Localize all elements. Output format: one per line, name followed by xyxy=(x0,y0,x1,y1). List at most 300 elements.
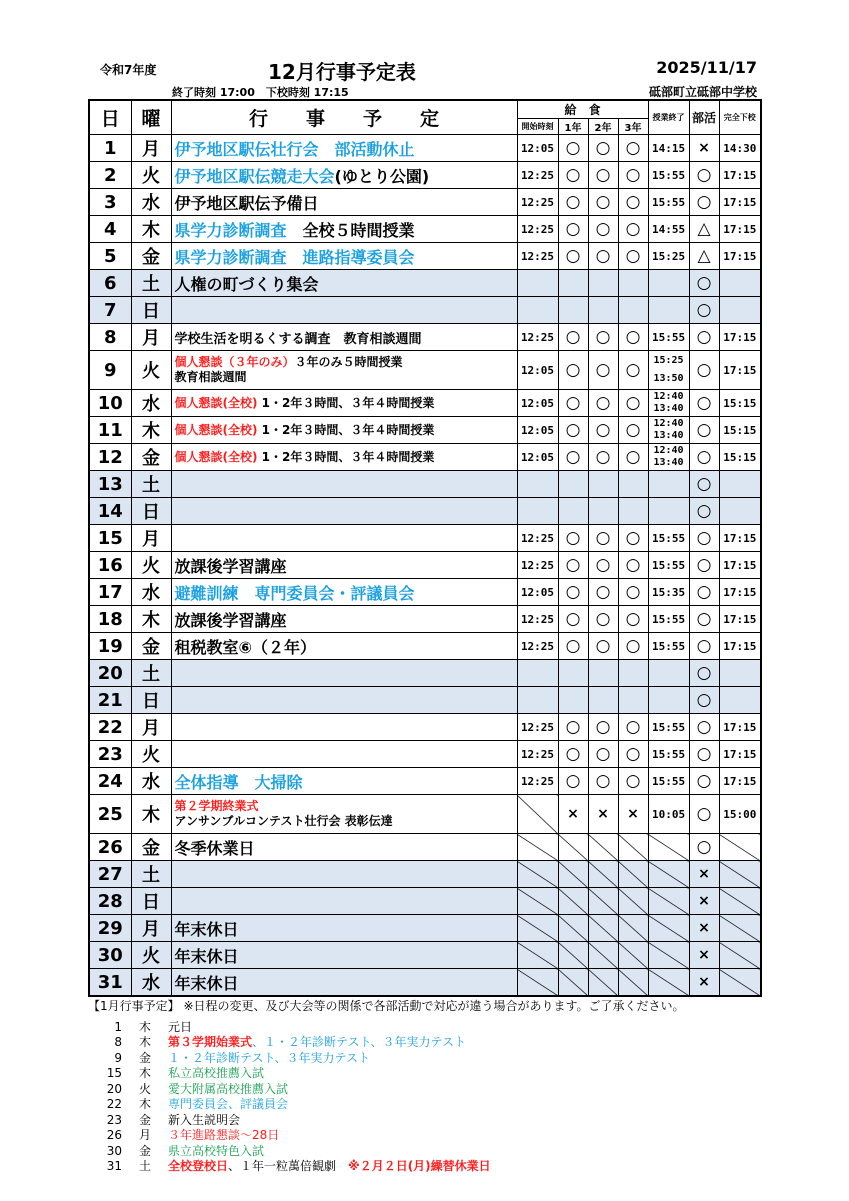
lunch-grade2: ○ xyxy=(588,216,618,243)
note-dow: 木 xyxy=(138,1019,151,1034)
lunch-grade2: ○ xyxy=(588,552,618,579)
class-end-time xyxy=(648,969,689,997)
club-activity: ○ xyxy=(689,270,719,297)
lunch-start-time xyxy=(517,471,558,498)
club-activity: ○ xyxy=(689,324,719,351)
dismiss-time: 17:15 xyxy=(719,741,761,768)
schedule-row xyxy=(89,768,761,795)
lunch-grade1 xyxy=(558,498,588,525)
class-end-time xyxy=(648,444,689,471)
event-cell xyxy=(171,888,517,915)
day-of-week: 火 xyxy=(131,162,171,189)
lunch-start-time xyxy=(517,834,558,861)
class-end-time xyxy=(648,471,689,498)
club-activity: ○ xyxy=(689,444,719,471)
schedule-row xyxy=(89,741,761,768)
class-end-line: 15:25 xyxy=(653,355,684,366)
event-line xyxy=(175,245,517,268)
lunch-grade2 xyxy=(588,834,618,861)
lunch-grade3 xyxy=(618,969,648,997)
lunch-grade1 xyxy=(558,297,588,324)
note-day: 23 xyxy=(106,1112,122,1127)
dismiss-time xyxy=(719,861,761,888)
day-of-week: 日 xyxy=(131,498,171,525)
note-day: 30 xyxy=(106,1143,122,1158)
note-day: 26 xyxy=(106,1128,122,1142)
lunch-grade3: ○ xyxy=(618,243,648,270)
dismiss-time: 15:00 xyxy=(719,795,761,834)
event-text-segment: 第３学期始業式 xyxy=(168,1035,253,1049)
day-of-week: 月 xyxy=(131,714,171,741)
schedule-row xyxy=(89,969,761,997)
day-number: 22 xyxy=(89,714,131,741)
lunch-grade2 xyxy=(588,270,618,297)
event-cell xyxy=(171,189,517,216)
event-text-segment: 第２学期終業式 xyxy=(174,799,259,813)
event-text-segment: 学校生活を明るくする調査 教育相談週間 xyxy=(174,331,422,347)
event-cell xyxy=(171,270,517,297)
lunch-start-time xyxy=(517,888,558,915)
club-activity: ○ xyxy=(689,795,719,834)
event-cell xyxy=(171,741,517,768)
lunch-grade1: ○ xyxy=(558,417,588,444)
issue-date: 2025/11/17 xyxy=(656,58,757,77)
note-item xyxy=(88,1128,685,1144)
event-text-segment: 専門委員会、評議員会 xyxy=(168,1097,289,1111)
lunch-start-time xyxy=(517,969,558,997)
lunch-grade2: ○ xyxy=(588,324,618,351)
class-end-time xyxy=(648,687,689,714)
day-number: 28 xyxy=(89,888,131,915)
day-number: 17 xyxy=(89,579,131,606)
note-item xyxy=(88,1159,685,1175)
lunch-start-time xyxy=(517,795,558,834)
note-item xyxy=(88,1020,685,1036)
event-line xyxy=(175,971,517,994)
lunch-grade1: ○ xyxy=(558,606,588,633)
dismiss-time: 17:15 xyxy=(719,351,761,390)
class-end-line: 13:50 xyxy=(653,373,684,384)
lunch-grade1 xyxy=(558,660,588,687)
event-text-segment: 私立高校推薦入試 xyxy=(168,1066,265,1080)
schedule-row xyxy=(89,270,761,297)
lunch-grade2: ○ xyxy=(588,444,618,471)
event-cell xyxy=(171,297,517,324)
lunch-grade3 xyxy=(618,270,648,297)
note-item xyxy=(88,1051,685,1067)
club-activity: ○ xyxy=(689,390,719,417)
event-text-segment: 、１年一粒萬倍観劇 xyxy=(228,1159,349,1173)
day-of-week: 日 xyxy=(131,888,171,915)
day-number: 13 xyxy=(89,471,131,498)
schedule-row xyxy=(89,351,761,390)
schedule-row xyxy=(89,942,761,969)
event-text-segment: 放課後学習講座 xyxy=(174,610,287,630)
club-activity: × xyxy=(689,861,719,888)
lunch-start-time xyxy=(517,660,558,687)
event-text-segment: 県学力診断調査 xyxy=(174,220,287,240)
note-item xyxy=(88,1113,685,1129)
lunch-grade3: ○ xyxy=(618,135,648,162)
lunch-grade1 xyxy=(558,687,588,714)
lunch-grade2: ○ xyxy=(588,417,618,444)
schedule-row xyxy=(89,216,761,243)
dismiss-time: 14:30 xyxy=(719,135,761,162)
lunch-grade2 xyxy=(588,471,618,498)
lunch-grade3: × xyxy=(618,795,648,834)
event-line xyxy=(175,635,517,658)
club-activity: ○ xyxy=(689,660,719,687)
club-activity: ○ xyxy=(689,417,719,444)
notes-list xyxy=(88,1020,685,1175)
note-dow: 木 xyxy=(138,1066,151,1080)
day-of-week: 金 xyxy=(131,834,171,861)
lunch-grade3 xyxy=(618,498,648,525)
event-cell xyxy=(171,135,517,162)
day-number: 10 xyxy=(89,390,131,417)
day-number: 23 xyxy=(89,741,131,768)
day-of-week: 日 xyxy=(131,297,171,324)
class-end-time: 15:55 xyxy=(648,768,689,795)
event-text-segment: １・２年診断テスト、３年実力テスト xyxy=(168,1050,370,1065)
event-line xyxy=(175,191,517,214)
club-activity: × xyxy=(689,942,719,969)
club-activity: ○ xyxy=(689,297,719,324)
note-item xyxy=(88,1035,685,1051)
lunch-grade3: ○ xyxy=(618,189,648,216)
event-text-segment: 新入生説明会 xyxy=(168,1112,241,1127)
lunch-start-time: 12:25 xyxy=(517,741,558,768)
event-text-segment: 愛大附属高校推薦入試 xyxy=(168,1081,289,1096)
class-end-time xyxy=(648,915,689,942)
note-day: 15 xyxy=(106,1066,122,1080)
class-end-time: 15:55 xyxy=(648,633,689,660)
lunch-grade1: ○ xyxy=(558,216,588,243)
lunch-grade3 xyxy=(618,687,648,714)
class-end-time: 15:55 xyxy=(648,552,689,579)
schedule-row xyxy=(89,633,761,660)
dismiss-time: 15:15 xyxy=(719,444,761,471)
club-activity: ○ xyxy=(689,834,719,861)
lunch-grade1: ○ xyxy=(558,768,588,795)
event-line xyxy=(175,917,517,940)
class-end-time xyxy=(648,270,689,297)
event-line xyxy=(175,137,517,160)
lunch-grade2: ○ xyxy=(588,768,618,795)
note-event xyxy=(168,1035,466,1051)
lunch-grade1 xyxy=(558,861,588,888)
day-of-week: 水 xyxy=(131,768,171,795)
lunch-start-time: 12:25 xyxy=(517,768,558,795)
lunch-grade2 xyxy=(588,498,618,525)
event-cell xyxy=(171,660,517,687)
dismiss-time: 17:15 xyxy=(719,189,761,216)
lunch-grade3: ○ xyxy=(618,606,648,633)
class-end-time xyxy=(648,888,689,915)
event-text-segment: 個人懇談(全校) xyxy=(174,395,258,410)
day-of-week: 水 xyxy=(131,390,171,417)
event-line xyxy=(175,799,517,814)
lunch-grade1: ○ xyxy=(558,135,588,162)
club-activity: × xyxy=(689,969,719,997)
event-cell xyxy=(171,942,517,969)
club-activity: × xyxy=(689,135,719,162)
class-end-time: 15:55 xyxy=(648,162,689,189)
schedule-row xyxy=(89,324,761,351)
event-text-segment: 元日 xyxy=(168,1019,193,1034)
lunch-grade3: ○ xyxy=(618,417,648,444)
schedule-row xyxy=(89,297,761,324)
event-cell xyxy=(171,390,517,417)
class-end-time: 15:55 xyxy=(648,324,689,351)
day-of-week: 月 xyxy=(131,324,171,351)
event-text-segment: 県学力診断調査 進路指導委員会 xyxy=(174,247,415,267)
class-end-time xyxy=(648,351,689,390)
lunch-grade1 xyxy=(558,471,588,498)
event-line xyxy=(175,814,517,829)
dismiss-time: 17:15 xyxy=(719,324,761,351)
event-text-segment: ３年進路懇談～28日 xyxy=(168,1128,280,1142)
event-cell xyxy=(171,768,517,795)
event-text-segment: 避難訓練 専門委員会・評議員会 xyxy=(174,583,415,603)
note-dow: 金 xyxy=(138,1143,151,1158)
lunch-grade1: ○ xyxy=(558,741,588,768)
schedule-row xyxy=(89,687,761,714)
schedule-row xyxy=(89,243,761,270)
dismiss-time xyxy=(719,270,761,297)
class-end-time xyxy=(648,834,689,861)
schedule-table xyxy=(88,99,762,997)
header-grade1: 1年 xyxy=(558,119,588,135)
header-day: 日 xyxy=(89,100,131,135)
event-text-segment: (ゆとり公園) xyxy=(334,166,430,186)
dismiss-time xyxy=(719,834,761,861)
day-number: 21 xyxy=(89,687,131,714)
dismiss-time xyxy=(719,969,761,997)
schedule-row xyxy=(89,135,761,162)
note-event xyxy=(168,1051,370,1067)
day-number: 7 xyxy=(89,297,131,324)
day-number: 9 xyxy=(89,351,131,390)
note-item xyxy=(88,1066,685,1082)
event-cell xyxy=(171,861,517,888)
day-of-week: 火 xyxy=(131,942,171,969)
note-event xyxy=(168,1082,288,1098)
dismiss-time: 17:15 xyxy=(719,162,761,189)
day-of-week: 水 xyxy=(131,579,171,606)
lunch-start-time: 12:05 xyxy=(517,390,558,417)
lunch-grade2: ○ xyxy=(588,741,618,768)
header-club: 部活 xyxy=(689,100,719,135)
lunch-start-time: 12:05 xyxy=(517,444,558,471)
schedule-body xyxy=(89,135,761,997)
event-text-segment: 伊予地区駅伝壮行会 部活動休止 xyxy=(174,139,415,159)
lunch-grade1 xyxy=(558,915,588,942)
note-day: 31 xyxy=(106,1159,122,1173)
lunch-grade3: ○ xyxy=(618,633,648,660)
dismiss-time xyxy=(719,297,761,324)
note-dow: 土 xyxy=(138,1159,151,1173)
day-number: 20 xyxy=(89,660,131,687)
day-of-week: 水 xyxy=(131,189,171,216)
dismiss-time xyxy=(719,915,761,942)
lunch-grade2 xyxy=(588,942,618,969)
lunch-start-time xyxy=(517,915,558,942)
day-number: 18 xyxy=(89,606,131,633)
event-line xyxy=(175,355,517,370)
lunch-start-time: 12:25 xyxy=(517,633,558,660)
lunch-grade1: ○ xyxy=(558,444,588,471)
day-of-week: 土 xyxy=(131,471,171,498)
header-grade2: 2年 xyxy=(588,119,618,135)
class-end-time: 15:55 xyxy=(648,741,689,768)
header-grade3: 3年 xyxy=(618,119,648,135)
note-event xyxy=(168,1144,264,1160)
event-cell xyxy=(171,795,517,834)
header-dismiss: 完全下校 xyxy=(719,100,761,135)
day-of-week: 金 xyxy=(131,444,171,471)
lunch-grade3: ○ xyxy=(618,741,648,768)
schedule-row xyxy=(89,525,761,552)
day-of-week: 月 xyxy=(131,135,171,162)
lunch-grade2: ○ xyxy=(588,243,618,270)
event-text-segment: ３年のみ５時間授業 xyxy=(294,355,403,369)
lunch-grade3 xyxy=(618,834,648,861)
lunch-grade3 xyxy=(618,297,648,324)
class-end-time: 15:55 xyxy=(648,525,689,552)
schedule-row xyxy=(89,552,761,579)
note-event xyxy=(168,1113,240,1129)
day-of-week: 木 xyxy=(131,795,171,834)
note-dow: 木 xyxy=(138,1097,151,1111)
day-of-week: 土 xyxy=(131,861,171,888)
lunch-start-time: 12:05 xyxy=(517,579,558,606)
dismiss-time xyxy=(719,888,761,915)
note-dow: 月 xyxy=(138,1128,151,1142)
lunch-grade1: ○ xyxy=(558,390,588,417)
lunch-grade2 xyxy=(588,888,618,915)
class-end-time: 14:15 xyxy=(648,135,689,162)
schedule-row xyxy=(89,606,761,633)
day-of-week: 木 xyxy=(131,216,171,243)
lunch-start-time: 12:05 xyxy=(517,135,558,162)
event-text-segment: 1・2年３時間、３年４時間授業 xyxy=(257,449,435,464)
event-line xyxy=(175,396,517,411)
club-activity: ○ xyxy=(689,741,719,768)
dismiss-time: 17:15 xyxy=(719,714,761,741)
schedule-row xyxy=(89,579,761,606)
class-end-line: 12:40 xyxy=(653,418,684,429)
note-dow: 火 xyxy=(138,1081,151,1096)
day-number: 19 xyxy=(89,633,131,660)
lunch-grade3: ○ xyxy=(618,525,648,552)
lunch-grade1 xyxy=(558,270,588,297)
event-text-segment: 伊予地区駅伝競走大会 xyxy=(174,166,335,186)
note-dow: 金 xyxy=(138,1112,151,1127)
class-end-time xyxy=(648,297,689,324)
note-event xyxy=(168,1128,279,1144)
class-end-time: 10:05 xyxy=(648,795,689,834)
class-end-time: 15:55 xyxy=(648,714,689,741)
note-day: 22 xyxy=(106,1097,122,1111)
club-activity: ○ xyxy=(689,351,719,390)
day-number: 25 xyxy=(89,795,131,834)
class-end-line: 12:40 xyxy=(653,391,684,402)
january-notes xyxy=(88,999,685,1175)
day-of-week: 水 xyxy=(131,969,171,997)
event-text-segment: 伊予地区駅伝予備日 xyxy=(174,193,319,213)
lunch-grade2: ○ xyxy=(588,606,618,633)
schedule-row xyxy=(89,471,761,498)
event-cell xyxy=(171,633,517,660)
class-end-time xyxy=(648,861,689,888)
note-dow: 金 xyxy=(138,1050,151,1065)
event-text-segment: 個人懇談（３年のみ） xyxy=(174,355,295,369)
lunch-grade3: ○ xyxy=(618,768,648,795)
event-line xyxy=(175,554,517,577)
dismiss-time: 15:15 xyxy=(719,417,761,444)
day-of-week: 金 xyxy=(131,633,171,660)
day-number: 31 xyxy=(89,969,131,997)
event-cell xyxy=(171,834,517,861)
lunch-grade2: ○ xyxy=(588,579,618,606)
day-number: 24 xyxy=(89,768,131,795)
event-cell xyxy=(171,969,517,997)
club-activity: ○ xyxy=(689,579,719,606)
club-activity: ○ xyxy=(689,498,719,525)
club-activity: ○ xyxy=(689,768,719,795)
event-text-segment: 個人懇談(全校) xyxy=(174,449,258,464)
day-number: 2 xyxy=(89,162,131,189)
lunch-grade3: ○ xyxy=(618,579,648,606)
event-text-segment: 年末休日 xyxy=(174,946,239,966)
lunch-grade1: ○ xyxy=(558,525,588,552)
dismiss-time xyxy=(719,942,761,969)
day-number: 11 xyxy=(89,417,131,444)
lunch-grade1: ○ xyxy=(558,579,588,606)
lunch-grade2: ○ xyxy=(588,135,618,162)
note-day: 1 xyxy=(114,1019,122,1034)
note-day: 8 xyxy=(114,1035,122,1049)
event-line xyxy=(175,450,517,465)
event-cell xyxy=(171,687,517,714)
note-event xyxy=(168,1097,288,1113)
lunch-start-time: 12:25 xyxy=(517,216,558,243)
schedule-row xyxy=(89,162,761,189)
event-cell xyxy=(171,579,517,606)
lunch-start-time xyxy=(517,498,558,525)
event-cell xyxy=(171,162,517,189)
lunch-grade1: ○ xyxy=(558,162,588,189)
lunch-start-time xyxy=(517,687,558,714)
club-activity: × xyxy=(689,915,719,942)
lunch-grade1: ○ xyxy=(558,714,588,741)
dismiss-time: 17:15 xyxy=(719,243,761,270)
event-cell xyxy=(171,525,517,552)
school-name: 砥部町立砥部中学校 xyxy=(648,85,757,99)
lunch-grade3 xyxy=(618,915,648,942)
event-cell xyxy=(171,471,517,498)
club-activity: ○ xyxy=(689,525,719,552)
schedule-row xyxy=(89,417,761,444)
day-of-week: 土 xyxy=(131,660,171,687)
schedule-row xyxy=(89,714,761,741)
event-cell xyxy=(171,324,517,351)
page-title: 12月行事予定表 xyxy=(268,60,416,84)
day-number: 16 xyxy=(89,552,131,579)
event-text-segment: 年末休日 xyxy=(174,973,239,993)
day-number: 6 xyxy=(89,270,131,297)
